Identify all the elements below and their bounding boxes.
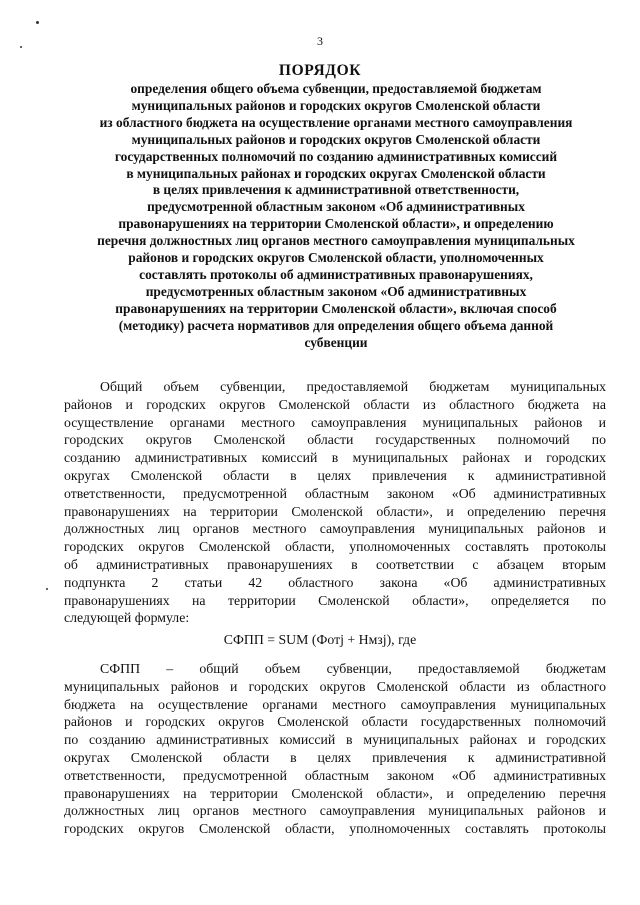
subtitle-line: из областного бюджета на осуществление органами местного самоуправления bbox=[99, 114, 573, 130]
document-subtitle bbox=[60, 81, 612, 352]
paragraph-line: должностных лиц органов местного самоуправления муниципальных районов и bbox=[64, 521, 606, 537]
subtitle-line: муниципальных районов и городских округов Смоленской области bbox=[131, 131, 541, 147]
subtitle-line: определения общего объема субвенции, предоставляемой бюджетам bbox=[130, 81, 542, 96]
formula: СФПП = SUM (Фотj + Нмзj), где bbox=[223, 632, 417, 647]
paragraph-line: округах Смоленской области в целях привлечения к административной bbox=[64, 467, 606, 483]
paragraph-line: Общий объем субвенции, предоставляемой бюджетам муниципальных bbox=[100, 379, 606, 394]
paragraph-line: осуществление органами местного самоуправления муниципальных районов и bbox=[64, 414, 606, 430]
scan-speck bbox=[46, 588, 48, 590]
paragraph-line: городских округов Смоленской области, уполномоченных составлять протоколы bbox=[64, 821, 606, 837]
subtitle-line: составлять протоколы об административных правонарушениях, bbox=[139, 266, 533, 282]
subtitle-line: районов и городских округов Смоленской области, уполномоченных bbox=[128, 250, 544, 266]
subtitle-line: правонарушениях на территории Смоленской области», включая способ bbox=[115, 300, 557, 316]
paragraph-line: правонарушениях на территории Смоленской области», и определению перечня bbox=[64, 503, 606, 519]
paragraph-line: округах Смоленской области в целях привлечения к административной bbox=[64, 749, 606, 765]
paragraph-line: муниципальных районов и городских округов Смоленской области из областного bbox=[64, 678, 606, 694]
paragraph-line: по созданию административных комиссий в муниципальных районах и городских bbox=[64, 732, 606, 748]
scan-speck bbox=[20, 46, 22, 48]
paragraph-line: правонарушениях на территории Смоленской области», определяется по bbox=[64, 592, 606, 608]
paragraph-line: бюджета на осуществление органами местного самоуправления муниципальных bbox=[64, 696, 606, 712]
subtitle-line: (методику) расчета нормативов для определения общего объема данной bbox=[118, 317, 554, 333]
paragraph-line: городских округов Смоленской области государственных полномочий по bbox=[64, 432, 606, 448]
paragraph-line: городских округов Смоленской области, уполномоченных составлять протоколы bbox=[64, 539, 606, 555]
subtitle-line: предусмотренных областным законом «Об административных bbox=[145, 283, 527, 299]
subtitle-line: субвенции bbox=[304, 334, 368, 350]
paragraph-line: следующей формуле: bbox=[64, 610, 190, 626]
subtitle-line: правонарушениях на территории Смоленской области», и определению bbox=[118, 216, 554, 232]
subtitle-line: в муниципальных районах и городских округах Смоленской области bbox=[126, 165, 546, 181]
body-paragraph-1 bbox=[64, 378, 606, 627]
subtitle-line: перечня должностных лиц органов местного самоуправления муниципальных bbox=[97, 233, 575, 249]
paragraph-line: подпункта 2 статьи 42 областного закона «Об административных bbox=[64, 574, 606, 590]
subtitle-line: предусмотренной областным законом «Об административных bbox=[147, 199, 525, 215]
document-title: ПОРЯДОК bbox=[278, 62, 362, 79]
paragraph-line: должностных лиц органов местного самоуправления муниципальных районов и bbox=[64, 803, 606, 819]
subtitle-line: в целях привлечения к административной ответственности, bbox=[152, 182, 520, 198]
paragraph-line: СФПП – общий объем субвенции, предоставляемой бюджетам bbox=[100, 661, 606, 676]
scan-speck bbox=[36, 21, 39, 24]
paragraph-line: об административных правонарушениях в соответствии с абзацем вторым bbox=[64, 556, 606, 572]
paragraph-line: созданию административных комиссий в муниципальных районах и городских bbox=[64, 450, 606, 466]
paragraph-line: ответственности, предусмотренной областным законом «Об административных bbox=[64, 767, 606, 783]
paragraph-line: правонарушениях на территории Смоленской области», и определению перечня bbox=[64, 785, 606, 801]
paragraph-line: районов и городских округов Смоленской области из областного бюджета на bbox=[64, 396, 606, 412]
page-number: 3 bbox=[317, 34, 323, 48]
paragraph-line: ответственности, предусмотренной областным законом «Об административных bbox=[64, 485, 606, 501]
subtitle-line: муниципальных районов и городских округов Смоленской области bbox=[131, 97, 541, 113]
paragraph-line: районов и городских округов Смоленской области государственных полномочий bbox=[64, 714, 606, 730]
subtitle-line: государственных полномочий по созданию административных комиссий bbox=[114, 148, 558, 164]
body-paragraph-2 bbox=[64, 660, 606, 838]
